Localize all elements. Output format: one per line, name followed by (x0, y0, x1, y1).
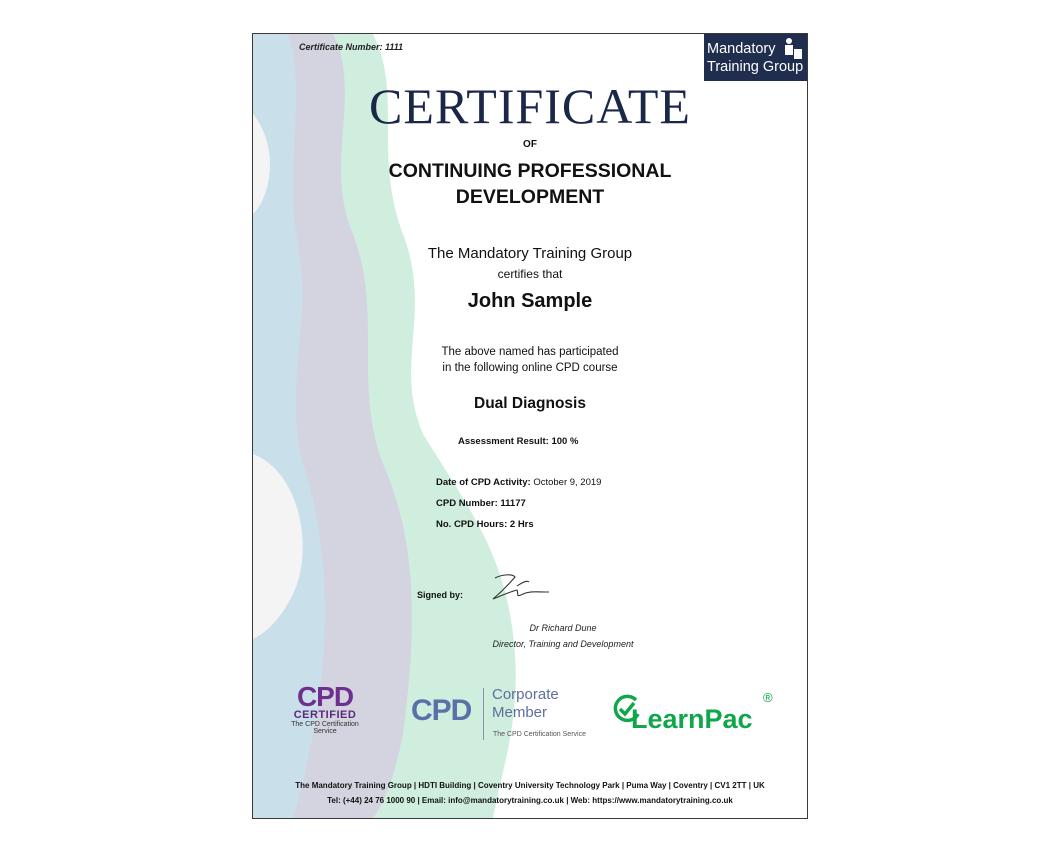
learnpac-word: LearnPac (631, 704, 753, 734)
subtitle-line-2: DEVELOPMENT (455, 186, 605, 208)
course-name: Dual Diagnosis (474, 395, 586, 412)
cpd-number-value: 11177 (500, 498, 526, 509)
hours-label: No. CPD Hours: (436, 519, 508, 530)
certificate-title: CERTIFICATE (369, 78, 691, 134)
cpd-certified-logo-text: CPD (296, 681, 354, 712)
corporate-service: The CPD Certification Service (493, 731, 586, 738)
signature-image (489, 572, 553, 604)
certificate-subtitle (253, 158, 807, 210)
corporate-line-2: Member (492, 704, 548, 721)
signer-block (413, 620, 713, 652)
corporate-cpd-logo-text: CPD (411, 694, 472, 727)
footer-address: The Mandatory Training Group | HDTI Building | Coventry University Technology Park | Puma Way | Coventry | CV1 2TT | UK (295, 781, 765, 790)
signed-by-label: Signed by: (417, 590, 464, 600)
signer-title: Director, Training and Development (492, 639, 634, 649)
certified-word: CERTIFIED (293, 709, 357, 721)
signer-name: Dr Richard Dune (529, 623, 597, 633)
cpd-service-line-1: The CPD Certification (291, 721, 359, 728)
corporate-line-1: Corporate (492, 686, 559, 703)
logo-line-2: Training Group (707, 59, 804, 75)
certifies-text: certifies that (497, 267, 563, 281)
certificate-number: Certificate Number: 1111 (299, 42, 404, 52)
date-of-activity (436, 477, 601, 488)
logo-line-1: Mandatory (707, 41, 776, 57)
cpd-corporate-member-badge (411, 686, 591, 746)
certificate-page (252, 33, 808, 819)
cpd-certified-badge (285, 681, 365, 735)
footer-contact: Tel: (+44) 24 76 1000 90 | Email: info@mandatorytraining.co.uk | Web: https://www.mandatorytraining.co.uk (327, 796, 733, 805)
participated-line-1: The above named has participated (441, 346, 619, 358)
cpd-number-label: CPD Number: (436, 498, 498, 509)
mandatory-training-group-logo (704, 34, 807, 81)
recipient-name: John Sample (467, 290, 593, 312)
participated-line-2: in the following online CPD course (442, 362, 618, 374)
date-label: Date of CPD Activity: (436, 477, 531, 488)
subtitle-line-1: CONTINUING PROFESSIONAL (388, 160, 672, 182)
assessment-result: Assessment Result: 100 % (458, 436, 579, 447)
cpd-hours (436, 519, 534, 530)
registered-mark: ® (763, 690, 773, 705)
cpd-number (436, 498, 526, 509)
hours-value: 2 Hrs (509, 519, 534, 530)
cpd-service-line-2: Service (313, 728, 337, 735)
participation-statement (253, 344, 807, 376)
badge-divider (483, 688, 484, 740)
date-value: October 9, 2019 (533, 477, 602, 488)
learnpac-logo (611, 690, 791, 740)
title-of: OF (523, 139, 537, 150)
issuing-organization: The Mandatory Training Group (427, 245, 633, 262)
